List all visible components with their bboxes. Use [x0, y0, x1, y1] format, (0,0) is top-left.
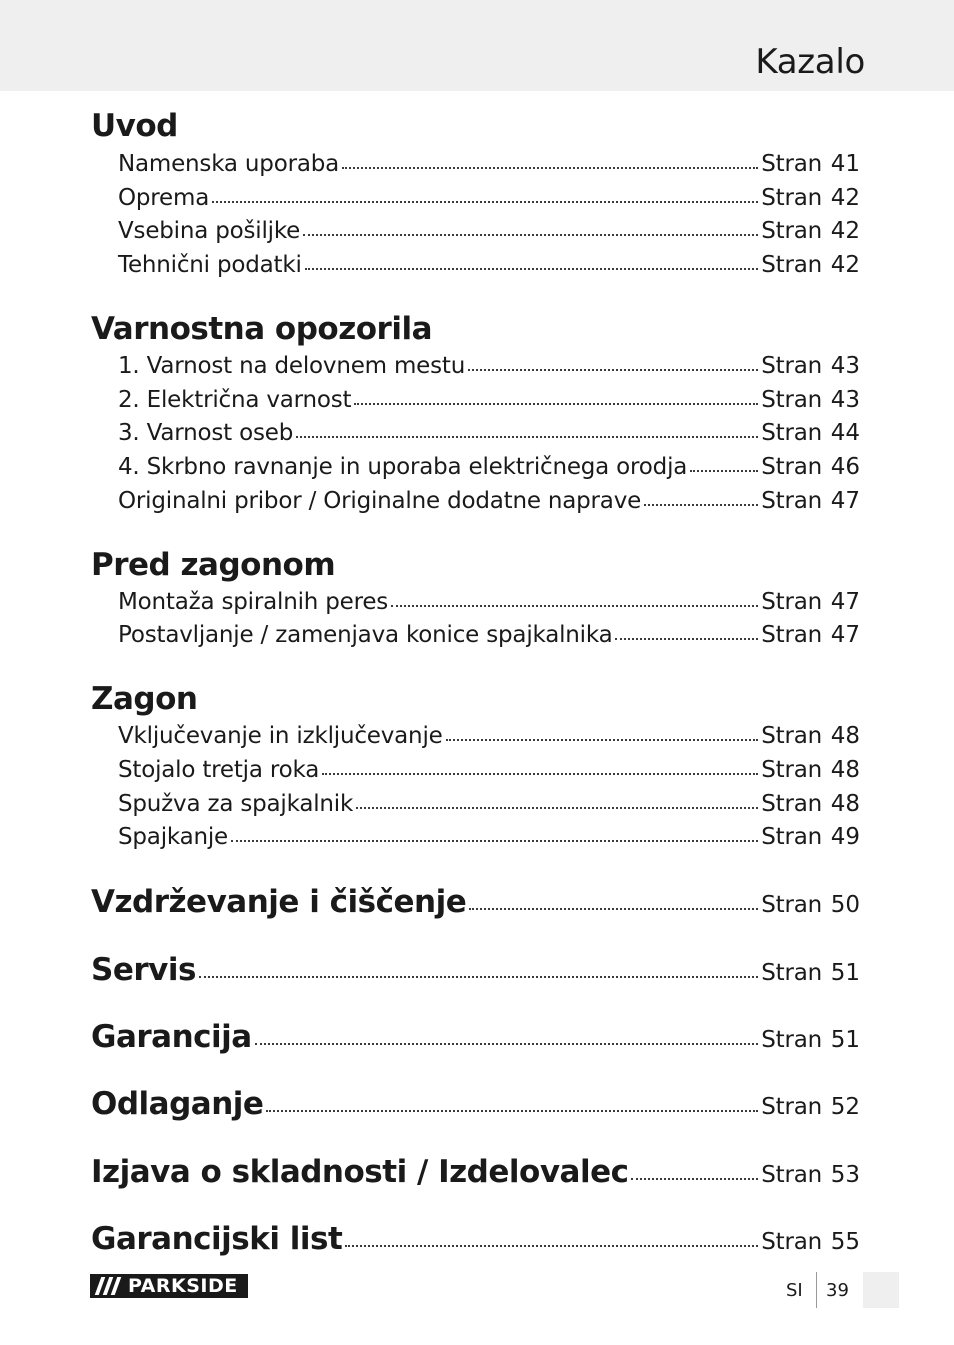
section-title-zagon: Zagon [91, 681, 198, 717]
main-entry-label: Garancija [91, 1019, 252, 1055]
entry-label: Postavljanje / zamenjava konice spajkalnika [118, 622, 613, 648]
entry-label: Oprema [118, 185, 210, 211]
logo-slashes-icon [90, 1274, 126, 1298]
dot-leader [615, 638, 758, 640]
dot-leader [391, 605, 758, 607]
toc-entry-originalni-pribor[interactable] [118, 484, 860, 518]
entry-stran: Stran [761, 622, 822, 648]
toc-entry-vsebina-posiljke[interactable] [118, 214, 860, 248]
dot-leader [631, 1178, 758, 1180]
entry-page: 48 [830, 757, 860, 783]
entry-stran: Stran [761, 488, 822, 514]
footer-corner-box [863, 1272, 899, 1308]
section-title-pred-zagonom: Pred zagonom [91, 547, 336, 583]
entry-label: 1. Varnost na delovnem mestu [118, 353, 466, 379]
toc-entry-skrbno-ravnanje[interactable] [118, 450, 860, 484]
entry-stran: Stran [761, 1162, 822, 1188]
dot-leader [255, 1043, 759, 1045]
entry-page: 52 [830, 1094, 860, 1120]
entry-stran: Stran [761, 1027, 822, 1053]
parkside-logo [90, 1274, 248, 1298]
entry-page: 46 [830, 454, 860, 480]
toc-entry-namenska-uporaba[interactable] [118, 147, 860, 181]
entry-page: 48 [830, 791, 860, 817]
entry-page: 43 [830, 387, 860, 413]
section-title-varnostna-opozorila: Varnostna opozorila [91, 311, 433, 347]
main-entry-label: Servis [91, 952, 196, 988]
entry-stran: Stran [761, 824, 822, 850]
dot-leader [354, 403, 758, 405]
entry-label: 4. Skrbno ravnanje in uporaba električnega orodja [118, 454, 688, 480]
entry-page: 42 [830, 252, 860, 278]
entry-stran: Stran [761, 151, 822, 177]
entry-stran: Stran [761, 723, 822, 749]
dot-leader [296, 436, 758, 438]
toc-main-entry-garancijski-list[interactable] [91, 1218, 860, 1260]
dot-leader [305, 268, 759, 270]
entry-stran: Stran [761, 353, 822, 379]
dot-leader [266, 1110, 758, 1112]
entry-label: Stojalo tretja roka [118, 757, 320, 783]
dot-leader [468, 369, 758, 371]
toc-entry-stojalo-tretja-roka[interactable] [118, 753, 860, 787]
entry-label: Spužva za spajkalnik [118, 791, 354, 817]
toc-main-entry-servis[interactable] [91, 949, 860, 991]
language-code: SI [786, 1280, 803, 1301]
entry-stran: Stran [761, 218, 822, 244]
main-entry-label: Garancijski list [91, 1221, 343, 1257]
toc-entry-tehnicni-podatki[interactable] [118, 248, 860, 282]
toc-entry-oprema[interactable] [118, 181, 860, 215]
dot-leader [644, 504, 758, 506]
entry-page: 41 [830, 151, 860, 177]
toc-entry-spuzva[interactable] [118, 787, 860, 821]
entry-stran: Stran [761, 185, 822, 211]
section-title-uvod: Uvod [91, 108, 178, 144]
toc-entry-varnost-oseb[interactable] [118, 416, 860, 450]
entry-page: 47 [830, 622, 860, 648]
entry-stran: Stran [761, 420, 822, 446]
dot-leader [303, 234, 758, 236]
logo-text: PARKSIDE [128, 1275, 238, 1297]
main-entry-label: Vzdrževanje i čiščenje [91, 884, 467, 920]
entry-stran: Stran [761, 1094, 822, 1120]
entry-label: Namenska uporaba [118, 151, 340, 177]
main-entry-label: Izjava o skladnosti / Izdelovalec [91, 1154, 629, 1190]
entry-label: Spajkanje [118, 824, 229, 850]
entry-page: 51 [830, 960, 860, 986]
entry-page: 48 [830, 723, 860, 749]
toc-entry-postavljanje-konice[interactable] [118, 618, 860, 652]
toc-entry-vklucevanje[interactable] [118, 719, 860, 753]
page-number: 39 [826, 1280, 849, 1301]
entry-stran: Stran [761, 791, 822, 817]
entry-page: 42 [830, 185, 860, 211]
page-title: Kazalo [755, 42, 865, 82]
entry-stran: Stran [761, 589, 822, 615]
entry-label: 2. Električna varnost [118, 387, 352, 413]
entry-stran: Stran [761, 252, 822, 278]
entry-label: Montaža spiralnih peres [118, 589, 389, 615]
entry-stran: Stran [761, 757, 822, 783]
toc-main-entry-izjava[interactable] [91, 1151, 860, 1193]
dot-leader [690, 470, 758, 472]
entry-stran: Stran [761, 960, 822, 986]
entry-page: 42 [830, 218, 860, 244]
dot-leader [342, 167, 758, 169]
entry-stran: Stran [761, 454, 822, 480]
entry-label: Tehnični podatki [118, 252, 302, 278]
toc-entry-montaza-spiralnih-peres[interactable] [118, 585, 860, 619]
toc-entry-spajkanje[interactable] [118, 820, 860, 854]
entry-stran: Stran [761, 1229, 822, 1255]
toc-main-entry-vzdrzevanje[interactable] [91, 881, 860, 923]
entry-page: 55 [830, 1229, 860, 1255]
main-entry-label: Odlaganje [91, 1086, 264, 1122]
entry-page: 51 [830, 1027, 860, 1053]
toc-entry-varnost-delovno-mesto[interactable] [118, 349, 860, 383]
dot-leader [469, 908, 758, 910]
toc-main-entry-odlaganje[interactable] [91, 1083, 860, 1125]
entry-stran: Stran [761, 387, 822, 413]
entry-page: 50 [830, 892, 860, 918]
footer-divider [816, 1272, 817, 1308]
entry-page: 47 [830, 589, 860, 615]
entry-page: 44 [830, 420, 860, 446]
dot-leader [199, 976, 758, 978]
entry-page: 49 [830, 824, 860, 850]
entry-page: 43 [830, 353, 860, 379]
toc-main-entry-garancija[interactable] [91, 1016, 860, 1058]
dot-leader [212, 201, 758, 203]
dot-leader [231, 840, 758, 842]
entry-label: Vključevanje in izključevanje [118, 723, 443, 749]
entry-page: 53 [830, 1162, 860, 1188]
dot-leader [345, 1245, 758, 1247]
entry-label: 3. Varnost oseb [118, 420, 294, 446]
toc-entry-elektricna-varnost[interactable] [118, 383, 860, 417]
entry-page: 47 [830, 488, 860, 514]
dot-leader [322, 773, 758, 775]
dot-leader [446, 739, 759, 741]
entry-label: Vsebina pošiljke [118, 218, 301, 244]
entry-label: Originalni pribor / Originalne dodatne naprave [118, 488, 642, 514]
entry-stran: Stran [761, 892, 822, 918]
dot-leader [356, 807, 758, 809]
